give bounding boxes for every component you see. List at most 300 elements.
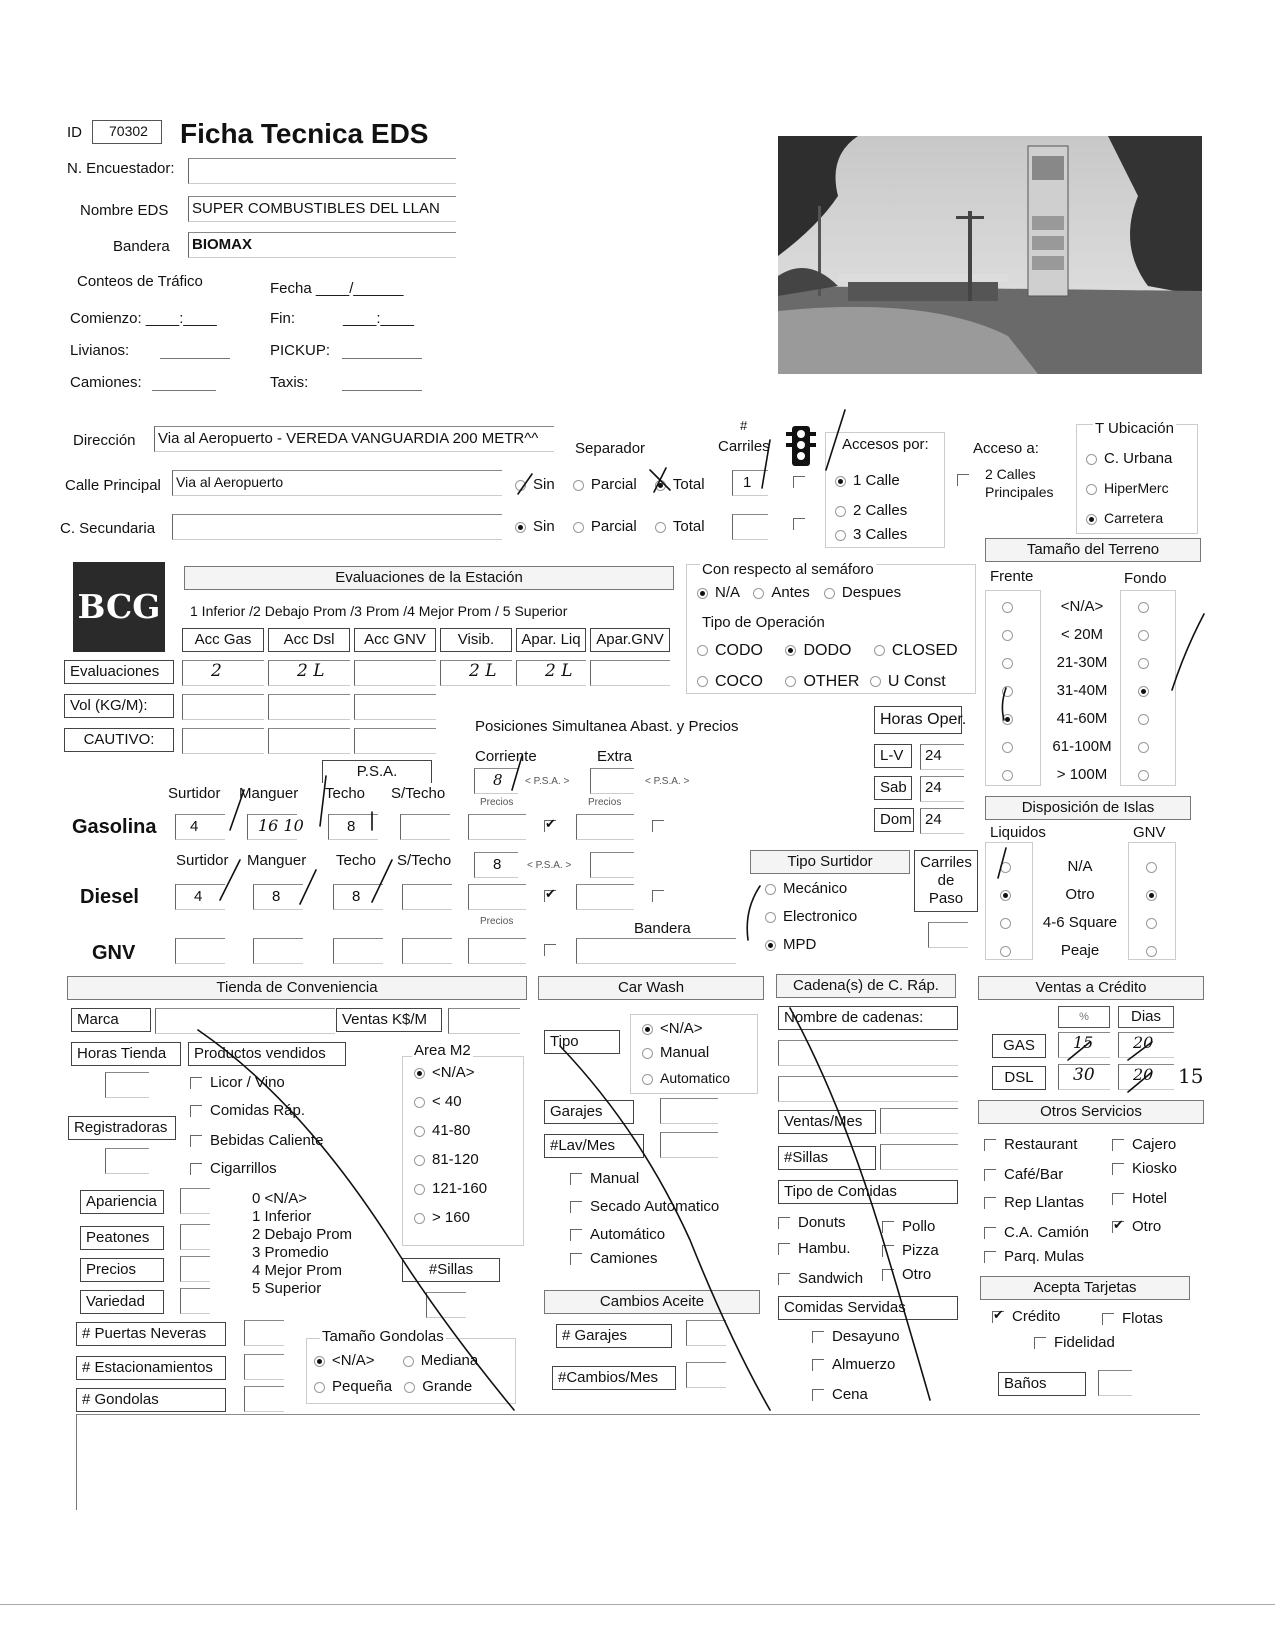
area-radio-5[interactable] xyxy=(414,1213,425,1224)
cadena-sillas-field[interactable] xyxy=(880,1144,958,1170)
gnv-surtidor-field[interactable] xyxy=(175,938,225,964)
nombre-cadenas-field-2[interactable] xyxy=(778,1076,958,1102)
gondola-grande-label: Grande xyxy=(422,1378,473,1395)
extra-psa-field[interactable] xyxy=(590,768,634,794)
cautivo-row-label: CAUTIVO: xyxy=(64,728,174,752)
cautivo-dsl-field[interactable] xyxy=(268,728,350,754)
bandera-field[interactable]: BIOMAX xyxy=(188,232,456,258)
carwash-automatico[interactable] xyxy=(642,1070,730,1086)
credito-dsl-pct-field[interactable] xyxy=(1058,1064,1110,1090)
frente-radio-4[interactable] xyxy=(1002,714,1013,725)
credito-gas-dias-field[interactable] xyxy=(1118,1032,1174,1058)
gondola-pequena-label: Pequeña xyxy=(332,1378,393,1395)
electronico-radio[interactable] xyxy=(765,912,776,923)
notes-field[interactable] xyxy=(77,1415,1197,1509)
ventas-tienda-field[interactable] xyxy=(448,1008,520,1034)
sep2-total-label: Total xyxy=(672,518,705,535)
servicio-otro[interactable] xyxy=(1112,1218,1161,1235)
carwash-manual[interactable] xyxy=(642,1044,709,1061)
pickup-label: PICKUP: xyxy=(270,342,331,359)
acceso-3-calles[interactable] xyxy=(835,526,907,543)
servicio-cafe[interactable] xyxy=(984,1166,1063,1183)
calle-principal-label: Calle Principal xyxy=(65,477,161,494)
credito-dsl-extra: 15 xyxy=(1178,1064,1204,1088)
acceso-2-calles[interactable] xyxy=(835,502,907,519)
dos-calles-label: 2 Calles xyxy=(985,466,1036,482)
gondola-pequena-radio[interactable] xyxy=(314,1382,325,1393)
restaurant-checkbox[interactable] xyxy=(984,1139,996,1151)
mecanico-radio[interactable] xyxy=(765,884,776,895)
comida-otro[interactable] xyxy=(882,1266,931,1283)
dsl-precio-corriente-field[interactable] xyxy=(468,884,526,910)
mpd-radio[interactable] xyxy=(765,940,776,951)
hambu-checkbox[interactable] xyxy=(778,1243,790,1255)
codo-radio[interactable] xyxy=(697,645,708,656)
cw-secado-checkbox[interactable] xyxy=(570,1201,582,1213)
semaforo-checkbox-1[interactable] xyxy=(793,476,805,488)
vol-gas-field[interactable] xyxy=(182,694,264,720)
kiosko-label: Kiosko xyxy=(1132,1160,1178,1177)
gas-manguer-field[interactable] xyxy=(247,814,304,840)
area-label-0: <N/A> xyxy=(432,1064,475,1081)
carriles-paso-field[interactable] xyxy=(928,922,968,948)
carwash-automatico-radio[interactable] xyxy=(642,1074,653,1085)
cadena-ventas-field[interactable] xyxy=(880,1108,958,1134)
tarjeta-fidelidad[interactable] xyxy=(1034,1334,1115,1351)
ubicacion-title: T Ubicación xyxy=(1095,420,1174,437)
credito-gas-pct-value: 15 xyxy=(1073,1033,1094,1052)
horas-tienda-field[interactable] xyxy=(105,1072,149,1098)
urbana-radio[interactable] xyxy=(1086,454,1097,465)
gas-precio-extra-field[interactable] xyxy=(576,814,634,840)
credito-dias-header: Dias xyxy=(1118,1006,1174,1028)
frente-radio-2[interactable] xyxy=(1002,658,1013,669)
islas-liq-radio-2[interactable] xyxy=(1000,918,1011,929)
tienda-sillas-label: #Sillas xyxy=(402,1258,500,1282)
secundaria-field[interactable] xyxy=(172,514,502,540)
cena-checkbox[interactable] xyxy=(812,1389,824,1401)
bebidas-checkbox[interactable] xyxy=(190,1135,202,1147)
gondola-row-1[interactable] xyxy=(314,1352,478,1369)
sep1-parcial-radio[interactable] xyxy=(573,480,584,491)
servicio-mulas[interactable] xyxy=(984,1248,1084,1265)
tarjeta-flotas[interactable] xyxy=(1102,1310,1163,1327)
servida-cena[interactable] xyxy=(812,1386,868,1403)
fondo-radio-0[interactable] xyxy=(1138,602,1149,613)
comida-sandwich[interactable] xyxy=(778,1270,863,1287)
livianos-line[interactable] xyxy=(160,358,230,359)
separador-row-1[interactable] xyxy=(515,476,705,493)
other-radio[interactable] xyxy=(785,676,796,687)
frente-radio-6[interactable] xyxy=(1002,770,1013,781)
aceite-garajes-field[interactable] xyxy=(686,1320,726,1346)
lav-mes-label: #Lav/Mes xyxy=(544,1134,644,1158)
cw-manual-checkbox[interactable] xyxy=(570,1173,582,1185)
marca-field[interactable] xyxy=(155,1008,335,1034)
lv-field[interactable]: 24 xyxy=(920,744,964,770)
dsl-corriente-psa-field[interactable]: 8 xyxy=(474,852,518,878)
variedad-field[interactable] xyxy=(180,1288,210,1314)
surtidor-mecanico[interactable] xyxy=(765,880,847,897)
semaforo-checkbox-2[interactable] xyxy=(793,518,805,530)
gondola-row-2[interactable] xyxy=(314,1378,472,1395)
area-option-0[interactable] xyxy=(414,1064,475,1081)
semaforo-na-radio[interactable] xyxy=(697,588,708,599)
credito-gas-pct-field[interactable] xyxy=(1058,1032,1110,1058)
credito-dsl-label: DSL xyxy=(992,1066,1046,1090)
sep2-sin-radio[interactable] xyxy=(515,522,526,533)
eval-field-1[interactable] xyxy=(268,660,350,686)
frente-radio-0[interactable] xyxy=(1002,602,1013,613)
hotel-checkbox[interactable] xyxy=(1112,1193,1124,1205)
fidelidad-checkbox[interactable] xyxy=(1034,1337,1046,1349)
acceso-1-label: 1 Calle xyxy=(853,472,900,489)
ubicacion-urbana[interactable] xyxy=(1086,450,1172,467)
eval-field-2[interactable] xyxy=(354,660,436,686)
servida-desayuno[interactable] xyxy=(812,1328,900,1345)
carretera-label: Carretera xyxy=(1104,510,1164,526)
cw-automatico-checkbox[interactable] xyxy=(570,1229,582,1241)
islas-gnv-radio-1[interactable] xyxy=(1146,890,1157,901)
area-radio-0[interactable] xyxy=(414,1068,425,1079)
carriles-field-2[interactable] xyxy=(732,514,768,540)
gondolas-field[interactable] xyxy=(244,1386,284,1412)
registradoras-field[interactable] xyxy=(105,1148,149,1174)
semaforo-despues-label: Despues xyxy=(841,584,902,601)
uconst-radio[interactable] xyxy=(870,676,881,687)
area-label-5: > 160 xyxy=(432,1209,470,1226)
tienda-sillas-field[interactable] xyxy=(426,1292,466,1318)
acceso-2-radio[interactable] xyxy=(835,506,846,517)
servicio-kiosko[interactable] xyxy=(1112,1160,1177,1177)
eval-field-5[interactable] xyxy=(590,660,670,686)
encuestador-field[interactable] xyxy=(188,158,456,184)
cafe-checkbox[interactable] xyxy=(984,1169,996,1181)
gas-surtidor-field[interactable]: 4 xyxy=(175,814,225,840)
servicio-hotel[interactable] xyxy=(1112,1190,1167,1207)
surtidor-electronico[interactable] xyxy=(765,908,857,925)
producto-comidas[interactable] xyxy=(190,1102,305,1119)
dsl-techo-field[interactable]: 8 xyxy=(333,884,383,910)
liquidos-label: Liquidos xyxy=(990,824,1046,841)
posiciones-title: Posiciones Simultanea Abast. y Precios xyxy=(475,718,739,735)
fondo-radio-3[interactable] xyxy=(1138,686,1149,697)
direccion-label: Dirección xyxy=(73,432,136,449)
hipermerc-radio[interactable] xyxy=(1086,484,1097,495)
extra-label: Extra xyxy=(597,748,633,765)
carriles-hash: # xyxy=(740,418,748,433)
camion-checkbox[interactable] xyxy=(984,1227,996,1239)
sab-label: Sab xyxy=(874,776,912,800)
cigarrillos-checkbox[interactable] xyxy=(190,1163,202,1175)
gnv-techo-field[interactable] xyxy=(333,938,383,964)
islas-liq-radio-1[interactable] xyxy=(1000,890,1011,901)
licor-checkbox[interactable] xyxy=(190,1077,202,1089)
nombre-cadenas-field-1[interactable] xyxy=(778,1040,958,1066)
dodo-radio[interactable] xyxy=(785,645,796,656)
carriles-field-1[interactable]: 1 xyxy=(732,470,768,496)
gondola-mediana-radio[interactable] xyxy=(403,1356,414,1367)
dsl-stecho-field[interactable] xyxy=(402,884,452,910)
islas-option-label-1: Otro xyxy=(1065,886,1095,903)
almuerzo-label: Almuerzo xyxy=(832,1356,896,1373)
carriles-paso-line2: de xyxy=(937,872,955,889)
desayuno-checkbox[interactable] xyxy=(812,1331,824,1343)
acceso-a-label: Acceso a: xyxy=(973,440,1039,457)
carwash-na[interactable] xyxy=(642,1020,703,1037)
area-option-1[interactable] xyxy=(414,1093,462,1110)
operacion-row-1[interactable] xyxy=(697,642,958,660)
id-label: ID xyxy=(67,124,82,141)
area-radio-3[interactable] xyxy=(414,1155,425,1166)
frente-radio-1[interactable] xyxy=(1002,630,1013,641)
servicio-cajero[interactable] xyxy=(1112,1136,1176,1153)
sep1-sin-radio[interactable] xyxy=(515,480,526,491)
fondo-radio-6[interactable] xyxy=(1138,770,1149,781)
eval-col-header-0: Acc Gas xyxy=(182,628,264,652)
servicio-otro-checkbox[interactable] xyxy=(1112,1221,1124,1233)
dom-field[interactable]: 24 xyxy=(920,808,964,834)
separador-row-2[interactable] xyxy=(515,518,705,535)
credito-dsl-dias-field[interactable] xyxy=(1118,1064,1174,1090)
producto-cigarrillos[interactable] xyxy=(190,1160,277,1177)
acceso-1-calle[interactable] xyxy=(835,472,900,489)
eval-field-3[interactable] xyxy=(440,660,512,686)
sep1-parcial-label: Parcial xyxy=(590,476,637,493)
area-radio-1[interactable] xyxy=(414,1097,425,1108)
donuts-checkbox[interactable] xyxy=(778,1217,790,1229)
gondola-na-radio[interactable] xyxy=(314,1356,325,1367)
scale-item-5: 5 Superior xyxy=(252,1280,322,1297)
acceso-1-radio[interactable] xyxy=(835,476,846,487)
area-radio-4[interactable] xyxy=(414,1184,425,1195)
calle-principal-field[interactable]: Via al Aeropuerto xyxy=(172,470,502,496)
dsl-surtidor-field[interactable]: 4 xyxy=(175,884,225,910)
banos-field[interactable] xyxy=(1098,1370,1132,1396)
taxis-line[interactable] xyxy=(342,390,422,391)
estacionamientos-label: # Estacionamientos xyxy=(76,1356,226,1380)
acceso-3-radio[interactable] xyxy=(835,530,846,541)
closed-radio[interactable] xyxy=(874,645,885,656)
frente-radio-3[interactable] xyxy=(1002,686,1013,697)
gas-stecho-field[interactable] xyxy=(400,814,450,840)
gasolina-label: Gasolina xyxy=(72,816,157,838)
puertas-field[interactable] xyxy=(244,1320,284,1346)
cafe-label: Café/Bar xyxy=(1004,1166,1064,1183)
tipo-surtidor-header: Tipo Surtidor xyxy=(750,850,910,874)
mulas-checkbox[interactable] xyxy=(984,1251,996,1263)
pizza-checkbox[interactable] xyxy=(882,1245,894,1257)
tienda-header: Tienda de Conveniencia xyxy=(67,976,527,1000)
semaforo-antes-radio[interactable] xyxy=(753,588,764,599)
accesos-label: Accesos por: xyxy=(842,436,929,453)
semaforo-options[interactable] xyxy=(697,584,901,601)
islas-gnv-group xyxy=(1128,842,1176,960)
cw-manual[interactable] xyxy=(570,1170,639,1187)
comida-otro-checkbox[interactable] xyxy=(882,1269,894,1281)
vol-dsl-field[interactable] xyxy=(268,694,350,720)
aceite-cambios-label: #Cambios/Mes xyxy=(552,1366,676,1390)
carriles-paso-label xyxy=(914,850,978,912)
semaforo-despues-radio[interactable] xyxy=(824,588,835,599)
fin-line: ____:____ xyxy=(343,310,414,327)
dsl-manguer-field[interactable]: 8 xyxy=(253,884,303,910)
ubicacion-carretera[interactable] xyxy=(1086,510,1163,526)
sep2-total-radio[interactable] xyxy=(655,522,666,533)
area-option-4[interactable] xyxy=(414,1180,487,1197)
comida-hambu[interactable] xyxy=(778,1240,851,1257)
cw-automatico[interactable] xyxy=(570,1226,665,1243)
islas-liq-radio-3[interactable] xyxy=(1000,946,1011,957)
corriente-psa-value: 8 xyxy=(493,771,503,789)
carwash-tipo-label: Tipo xyxy=(544,1030,620,1054)
carretera-radio[interactable] xyxy=(1086,514,1097,525)
flotas-checkbox[interactable] xyxy=(1102,1313,1114,1325)
area-option-5[interactable] xyxy=(414,1209,470,1226)
id-field[interactable]: 70302 xyxy=(92,120,162,144)
fidelidad-label: Fidelidad xyxy=(1054,1334,1115,1351)
eval-field-0[interactable] xyxy=(182,660,264,686)
apariencia-field[interactable] xyxy=(180,1188,210,1214)
dsl-corriente-checkbox[interactable] xyxy=(544,890,556,902)
direccion-field[interactable]: Via al Aeropuerto - VEREDA VANGUARDIA 200 METR^^ xyxy=(154,426,554,452)
producto-bebidas[interactable] xyxy=(190,1132,323,1149)
mulas-label: Parq. Mulas xyxy=(1004,1248,1085,1265)
llantas-checkbox[interactable] xyxy=(984,1197,996,1209)
pickup-line[interactable] xyxy=(342,358,422,359)
area-radio-2[interactable] xyxy=(414,1126,425,1137)
islas-gnv-radio-3[interactable] xyxy=(1146,946,1157,957)
garajes-field[interactable] xyxy=(660,1098,718,1124)
pollo-checkbox[interactable] xyxy=(882,1221,894,1233)
marca-label: Marca xyxy=(71,1008,151,1032)
almuerzo-checkbox[interactable] xyxy=(812,1359,824,1371)
coco-label: COCO xyxy=(715,673,763,690)
servicio-camion[interactable] xyxy=(984,1224,1089,1241)
separador-label: Separador xyxy=(575,440,646,457)
fondo-radio-2[interactable] xyxy=(1138,658,1149,669)
sep1-total-radio[interactable] xyxy=(655,480,666,491)
vol-gnv-field[interactable] xyxy=(354,694,436,720)
area-option-2[interactable] xyxy=(414,1122,470,1139)
sab-field[interactable]: 24 xyxy=(920,776,964,802)
lav-mes-field[interactable] xyxy=(660,1132,718,1158)
bandera-precio-field[interactable] xyxy=(576,938,736,964)
acceso-2-label: 2 Calles xyxy=(853,502,908,519)
servicio-restaurant[interactable] xyxy=(984,1136,1077,1153)
peatones-field[interactable] xyxy=(180,1224,210,1250)
gnv-manguer-field[interactable] xyxy=(253,938,303,964)
servida-almuerzo[interactable] xyxy=(812,1356,895,1373)
cw-secado[interactable] xyxy=(570,1198,719,1215)
gnv-checkbox[interactable] xyxy=(544,944,556,956)
fondo-radio-1[interactable] xyxy=(1138,630,1149,641)
variedad-label: Variedad xyxy=(80,1290,164,1314)
islas-liq-radio-0[interactable] xyxy=(1000,862,1011,873)
vol-row-label: Vol (KG/M): xyxy=(64,694,174,718)
islas-gnv-radio-0[interactable] xyxy=(1146,862,1157,873)
ubicacion-hipermerc[interactable] xyxy=(1086,480,1169,496)
credito-pct-header: % xyxy=(1058,1006,1110,1028)
precios-field[interactable] xyxy=(180,1256,210,1282)
dsl-extra-checkbox[interactable] xyxy=(652,890,664,902)
gas-techo-field[interactable]: 8 xyxy=(328,814,378,840)
bebidas-label: Bebidas Caliente xyxy=(210,1132,324,1149)
comida-pizza[interactable] xyxy=(882,1242,939,1259)
ventas-tienda-label: Ventas K$/M xyxy=(336,1008,442,1032)
livianos-label: Livianos: xyxy=(70,342,130,359)
gnv-stecho-field[interactable] xyxy=(402,938,452,964)
dsl-precio-extra-field[interactable] xyxy=(576,884,634,910)
dos-calles-checkbox[interactable] xyxy=(957,474,969,486)
comida-donuts[interactable] xyxy=(778,1214,846,1231)
dsl-extra-psa-field[interactable] xyxy=(590,852,634,878)
producto-licor[interactable] xyxy=(190,1074,285,1091)
kiosko-checkbox[interactable] xyxy=(1112,1163,1124,1175)
estacionamientos-field[interactable] xyxy=(244,1354,284,1380)
frente-radio-5[interactable] xyxy=(1002,742,1013,753)
cw-camiones-checkbox[interactable] xyxy=(570,1253,582,1265)
gondola-grande-radio[interactable] xyxy=(404,1382,415,1393)
camiones-line[interactable] xyxy=(152,390,216,391)
eval-field-4[interactable] xyxy=(516,660,586,686)
gas-corriente-checkbox[interactable] xyxy=(544,820,556,832)
aceite-cambios-field[interactable] xyxy=(686,1362,726,1388)
nombre-eds-field[interactable]: SUPER COMBUSTIBLES DEL LLAN xyxy=(188,196,456,222)
cajero-checkbox[interactable] xyxy=(1112,1139,1124,1151)
tarjeta-credito[interactable] xyxy=(992,1308,1060,1325)
page-bottom-line xyxy=(0,1604,1275,1605)
corriente-psa-field[interactable] xyxy=(474,768,518,794)
surtidor-mpd[interactable] xyxy=(765,936,816,953)
servicio-llantas[interactable] xyxy=(984,1194,1084,1211)
credito-dsl-pct-value: 30 xyxy=(1073,1065,1095,1085)
cadena-header: Cadena(s) de C. Ráp. xyxy=(776,974,956,998)
carwash-na-radio[interactable] xyxy=(642,1024,653,1035)
area-option-3[interactable] xyxy=(414,1151,479,1168)
gnv-precio-field[interactable] xyxy=(468,938,526,964)
dsl-surtidor-label: Surtidor xyxy=(176,852,229,869)
coco-radio[interactable] xyxy=(697,676,708,687)
fondo-radio-4[interactable] xyxy=(1138,714,1149,725)
islas-gnv-radio-2[interactable] xyxy=(1146,918,1157,929)
credito-checkbox[interactable] xyxy=(992,1311,1004,1323)
comidas-checkbox[interactable] xyxy=(190,1105,202,1117)
gas-precio-corriente-field[interactable] xyxy=(468,814,526,840)
bandera-label: Bandera xyxy=(113,238,170,255)
sep2-parcial-radio[interactable] xyxy=(573,522,584,533)
cautivo-gas-field[interactable] xyxy=(182,728,264,754)
productos-label: Productos vendidos xyxy=(188,1042,346,1066)
acceso-3-label: 3 Calles xyxy=(853,526,908,543)
sandwich-checkbox[interactable] xyxy=(778,1273,790,1285)
operacion-row-2[interactable] xyxy=(697,673,946,691)
cautivo-gnv-field[interactable] xyxy=(354,728,436,754)
bandera-precio-label: Bandera xyxy=(634,920,691,937)
gas-extra-checkbox[interactable] xyxy=(652,820,664,832)
eval-col-header-1: Acc Dsl xyxy=(268,628,350,652)
gas-techo-label: Techo xyxy=(325,785,366,802)
pizza-label: Pizza xyxy=(902,1242,939,1259)
fondo-radio-5[interactable] xyxy=(1138,742,1149,753)
terreno-size-label-6: > 100M xyxy=(1056,766,1108,783)
hambu-label: Hambu. xyxy=(798,1240,851,1257)
carwash-header: Car Wash xyxy=(538,976,764,1000)
cena-label: Cena xyxy=(832,1386,868,1403)
comida-pollo[interactable] xyxy=(882,1218,935,1235)
carwash-manual-radio[interactable] xyxy=(642,1048,653,1059)
cw-camiones[interactable] xyxy=(570,1250,658,1267)
